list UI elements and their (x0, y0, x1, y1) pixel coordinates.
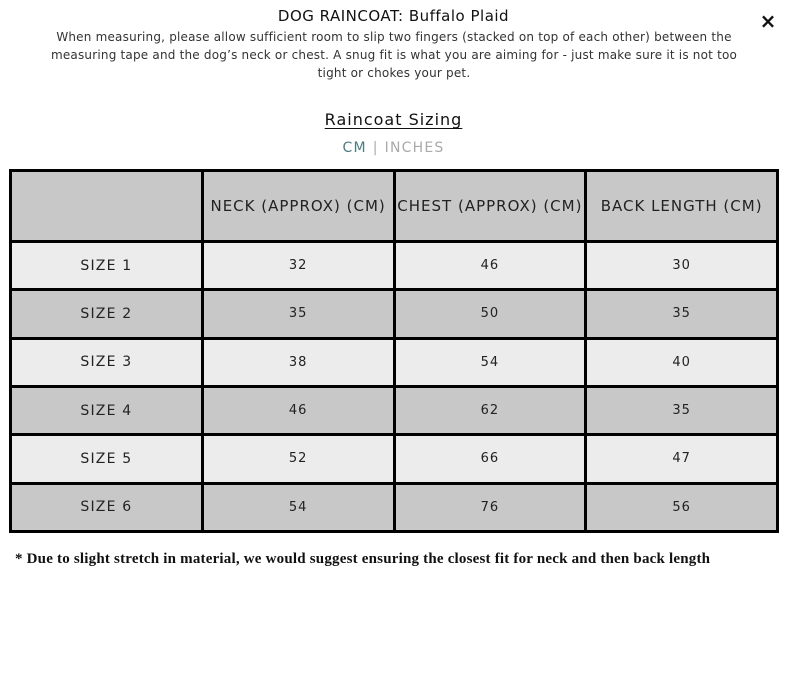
chest-value: 50 (394, 290, 586, 338)
table-header-row (11, 171, 778, 242)
unit-separator: | (372, 140, 379, 156)
measuring-instructions: When measuring, please allow sufficient room to slip two fingers (stacked on top of each other) between the measuring tape and the dog’s neck or chest. A snug fit is what you are aiming for - just make sure it is not too tight or chokes your pet. (50, 30, 738, 80)
table-row (11, 290, 778, 338)
back-length-value: 35 (586, 290, 778, 338)
size-label: SIZE 1 (11, 242, 203, 290)
size-label: SIZE 2 (11, 290, 203, 338)
neck-value: 52 (202, 435, 394, 483)
back-length-value: 40 (586, 338, 778, 386)
chest-value: 54 (394, 338, 586, 386)
back-length-value: 56 (586, 483, 778, 531)
raincoat-sizing-heading: Raincoat Sizing (324, 110, 463, 129)
size-label: SIZE 4 (11, 386, 203, 434)
close-icon[interactable]: × (759, 9, 777, 33)
neck-value: 35 (202, 290, 394, 338)
header-cell-empty (11, 171, 203, 242)
chest-value: 46 (394, 242, 586, 290)
size-label: SIZE 3 (11, 338, 203, 386)
neck-value: 54 (202, 483, 394, 531)
back-length-value: 35 (586, 386, 778, 434)
chest-value: 62 (394, 386, 586, 434)
table-row (11, 386, 778, 434)
sizing-table (9, 169, 779, 533)
unit-cm-tab[interactable]: CM (342, 140, 367, 156)
neck-value: 32 (202, 242, 394, 290)
neck-value: 38 (202, 338, 394, 386)
table-row (11, 435, 778, 483)
chest-value: 76 (394, 483, 586, 531)
section-title (0, 110, 787, 129)
fit-footnote: * Due to slight stretch in material, we would suggest ensuring the closest fit for neck and then back length (15, 551, 711, 567)
table-row (11, 242, 778, 290)
neck-value: 46 (202, 386, 394, 434)
unit-inches-tab[interactable]: INCHES (384, 140, 445, 156)
size-label: SIZE 5 (11, 435, 203, 483)
table-row (11, 483, 778, 531)
back-length-value: 47 (586, 435, 778, 483)
header-cell-back-length: BACK LENGTH (CM) (586, 171, 778, 242)
table-row (11, 338, 778, 386)
page-title: DOG RAINCOAT: Buffalo Plaid (277, 7, 510, 25)
unit-toggle (0, 140, 787, 156)
header-cell-neck: NECK (APPROX) (CM) (202, 171, 394, 242)
chest-value: 66 (394, 435, 586, 483)
header-cell-chest: CHEST (APPROX) (CM) (394, 171, 586, 242)
size-label: SIZE 6 (11, 483, 203, 531)
back-length-value: 30 (586, 242, 778, 290)
